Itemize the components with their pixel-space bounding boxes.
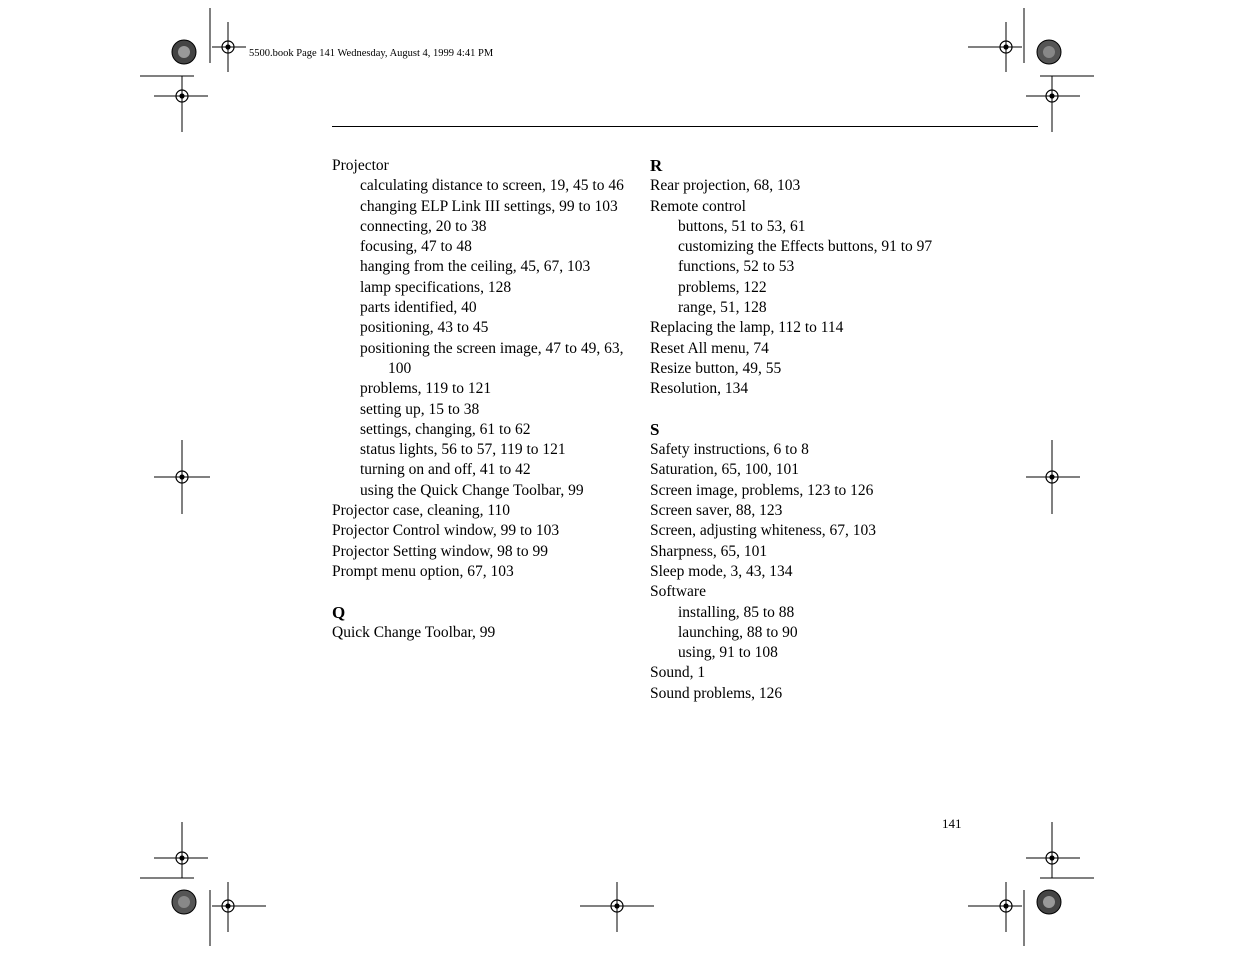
index-entry: Saturation, 65, 100, 101 [650, 461, 799, 479]
index-subentry: positioning the screen image, 47 to 49, 63, 100 [360, 339, 624, 377]
index-entry: Software [650, 583, 706, 601]
index-entry: Sound, 1 [650, 664, 706, 682]
index-entry: Safety instructions, 6 to 8 [650, 441, 809, 459]
index-entry: Resize button, 49, 55 [650, 359, 782, 377]
index-subentry: range, 51, 128 [678, 299, 767, 317]
section-gap [332, 582, 632, 602]
index-entry: Remote control [650, 197, 746, 215]
index-letter-heading: Q [332, 602, 346, 622]
index-subentry: changing ELP Link III settings, 99 to 103 [360, 197, 618, 215]
index-subentry: lamp specifications, 128 [360, 278, 512, 296]
index-subentry: connecting, 20 to 38 [360, 217, 487, 235]
index-letter-heading: R [650, 156, 663, 175]
index-subentry: using, 91 to 108 [678, 644, 778, 662]
index-subentry: buttons, 51 to 53, 61 [678, 217, 806, 235]
index-subentry: installing, 85 to 88 [678, 603, 795, 621]
index-subentry: setting up, 15 to 38 [360, 400, 480, 418]
index-entry: Sharpness, 65, 101 [650, 542, 768, 560]
index-subentry: functions, 52 to 53 [678, 258, 795, 276]
index-subentry: status lights, 56 to 57, 119 to 121 [360, 441, 566, 459]
page-number: 141 [942, 816, 962, 831]
index-entry: Sleep mode, 3, 43, 134 [650, 562, 793, 580]
index-subentry: hanging from the ceiling, 45, 67, 103 [360, 258, 591, 276]
index-entry: Screen image, problems, 123 to 126 [650, 481, 874, 499]
index-entry: Replacing the lamp, 112 to 114 [650, 319, 844, 337]
index-entry: Projector Control window, 99 to 103 [332, 522, 560, 540]
index-entry: Projector case, cleaning, 110 [332, 502, 511, 520]
index-subentry: using the Quick Change Toolbar, 99 [360, 481, 584, 499]
index-subentry: focusing, 47 to 48 [360, 238, 472, 256]
index-column-left [332, 156, 632, 643]
header-rule [332, 126, 1038, 127]
index-entry: Screen saver, 88, 123 [650, 502, 783, 520]
index-entry: Projector [332, 157, 389, 174]
index-entry: Reset All menu, 74 [650, 339, 769, 357]
print-slug: 5500.book Page 141 Wednesday, August 4, 1999 4:41 PM [249, 48, 494, 59]
index-letter-heading: S [650, 419, 660, 439]
index-subentry: settings, changing, 61 to 62 [360, 420, 531, 438]
index-subentry: parts identified, 40 [360, 299, 477, 317]
section-gap [650, 400, 960, 420]
index-subentry: problems, 119 to 121 [360, 380, 492, 398]
index-entry: Quick Change Toolbar, 99 [332, 623, 496, 641]
index-entry: Prompt menu option, 67, 103 [332, 562, 514, 580]
index-subentry: customizing the Effects buttons, 91 to 97 [678, 238, 933, 256]
index-entry: Sound problems, 126 [650, 684, 783, 702]
index-entry: Rear projection, 68, 103 [650, 177, 801, 195]
index-entry: Resolution, 134 [650, 380, 749, 398]
index-subentry: turning on and off, 41 to 42 [360, 461, 531, 479]
index-entry: Projector Setting window, 98 to 99 [332, 542, 548, 560]
index-column-right [650, 156, 960, 704]
index-subentry: positioning, 43 to 45 [360, 319, 489, 337]
index-subentry: calculating distance to screen, 19, 45 to 46 [360, 177, 624, 195]
index-entry: Screen, adjusting whiteness, 67, 103 [650, 522, 877, 540]
index-subentry: launching, 88 to 90 [678, 623, 798, 641]
index-subentry: problems, 122 [678, 278, 767, 296]
